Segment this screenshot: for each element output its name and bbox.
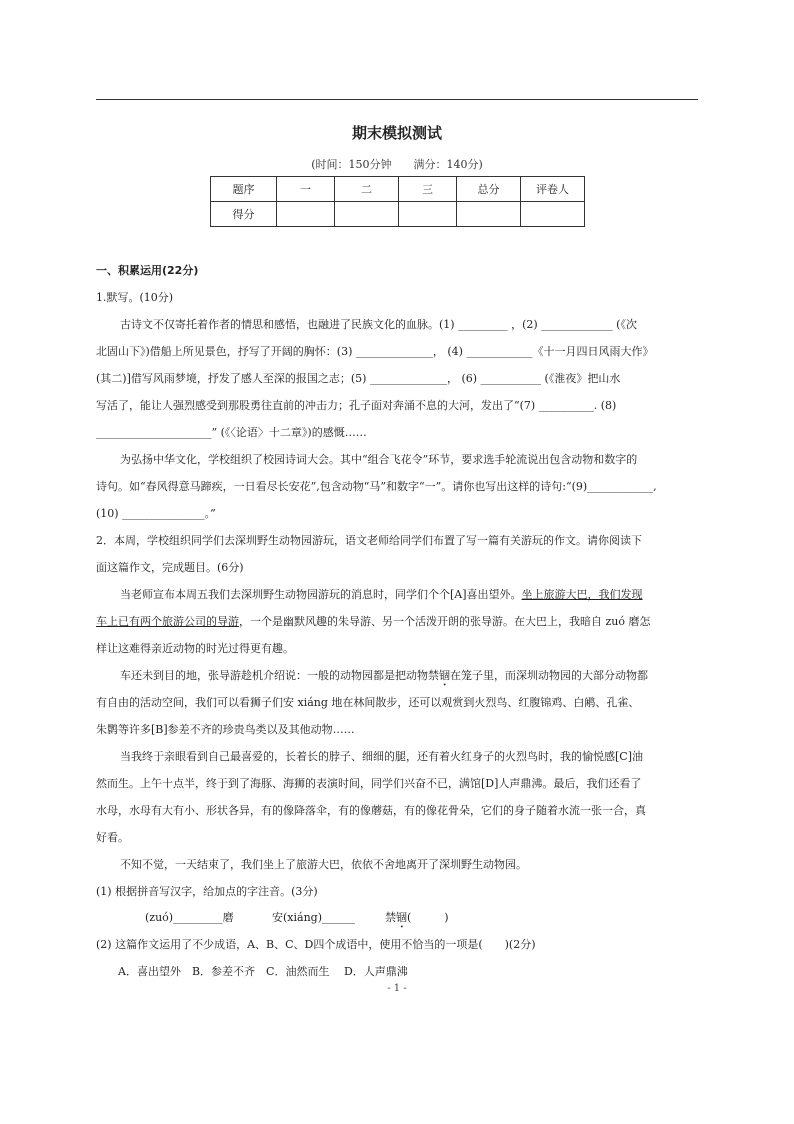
essay-line: 朱鹮等许多[B]参差不齐的珍贵鸟类以及其他动物…… [96, 723, 355, 736]
exam-info: (时间：150分钟 满分：140分) [311, 158, 483, 171]
essay-line: 好看。 [96, 831, 129, 844]
table-cell [399, 202, 457, 227]
underlined-sentence: 坐上旅游大巴，我们发现 [521, 588, 643, 601]
table-cell: 二 [335, 177, 399, 202]
paragraph-line: _____________________” (《〈论语〉十二章》)的感慨…… [96, 426, 367, 439]
score-table-header-row [211, 177, 585, 202]
table-cell [457, 202, 521, 227]
paragraph-line: (10) _______________。” [96, 507, 216, 520]
essay-line: 有自由的活动空间，我们可以看狮子们安 xiáng 地在林间散步，还可以观赏到火烈鸟、红腹锦鸡、白鹇、孔雀、 [96, 696, 640, 709]
item-text: ( ) [407, 911, 449, 924]
table-cell: 三 [399, 177, 457, 202]
question-1-label: 1.默写。(10分) [96, 291, 174, 304]
paragraph-line: (其二)]借写风雨梦境，抒发了感人至深的报国之志；(5) ______________， (6) ___________ (《淮夜》把山水 [96, 372, 621, 385]
essay-line: 然而生。上午十点半，终于到了海豚、海狮的表演时间，同学们兴奋不已，满馆[D]人声鼎沸。最后，我们还看了 [96, 777, 642, 790]
sub-question-2: (2) 这篇作文运用了不少成语，A、B、C、D四个成语中，使用不恰当的一项是( )(2分) [96, 938, 536, 951]
essay-text: ，一个是幽默风趣的朱导游、另一个活泼开朗的张导游。在大巴上，我暗自 zuó 磨怎 [239, 615, 651, 628]
pinyin-item-c [385, 911, 449, 931]
essay-text: 在笼子里，而深圳动物园的大部分动物都 [450, 669, 648, 682]
table-cell: 总分 [457, 177, 521, 202]
item-text: 禁 [385, 911, 396, 924]
pinyin-item-a: (zuó)_________磨 [145, 911, 234, 924]
page-title: 期末模拟测试 [351, 124, 442, 142]
essay-line [120, 669, 648, 689]
page-number: - 1 - [387, 983, 407, 994]
table-cell [521, 202, 585, 227]
essay-line [96, 615, 651, 629]
sub-question-1: (1) 根据拼音写汉字，给加点的字注音。(3分) [96, 885, 318, 898]
essay-line: 不知不觉，一天结束了，我们坐上了旅游大巴，依依不舍地离开了深圳野生动物园。 [120, 858, 527, 871]
essay-text: 当老师宣布本周五我们去深圳野生动物园游玩的消息时，同学们个个[A]喜出望外。 [120, 588, 522, 601]
table-cell: 得分 [211, 202, 277, 227]
table-cell: 一 [277, 177, 335, 202]
paragraph-line: 诗句。如“春风得意马蹄疾，一日看尽长安花”,包含动物“马”和数字“一”。请你也写出这样的诗句:“(9)____________, [96, 480, 657, 493]
dotted-character: 锢 [439, 669, 450, 682]
essay-line: 当我终于亲眼看到自己最喜爱的，长着长的脖子、细细的腿，还有着火红身子的火烈鸟时，我的愉悦感[C]油 [120, 750, 643, 763]
paragraph-line: 为弘扬中华文化，学校组织了校园诗词大会。其中“组合飞花令”环节，要求选手轮流说出包含动物和数字的 [120, 453, 638, 466]
paragraph-line: 写活了，能让人强烈感受到那股勇往直前的冲击力；孔子面对奔涌不息的大河，发出了“(7) __________. (8) [96, 399, 617, 412]
table-cell: 评卷人 [521, 177, 585, 202]
essay-text: 车还未到目的地，张导游趁机介绍说：一般的动物园都是把动物禁 [120, 669, 439, 682]
essay-line: 样让这难得亲近动物的时光过得更有趣。 [96, 642, 294, 655]
top-rule [96, 99, 698, 100]
paragraph-line: 北固山下》)借船上所见景色，抒写了开阔的胸怀：(3) ______________， (4) ____________《十一月四日风雨大作》 [96, 345, 654, 358]
underlined-sentence: 车上已有两个旅游公司的导游 [96, 615, 239, 628]
table-cell: 题序 [211, 177, 277, 202]
essay-line [120, 588, 643, 602]
pinyin-item-b: 安(xiáng)______ [272, 911, 355, 924]
dotted-character: 锢 [396, 911, 407, 924]
section-heading: 一、积累运用(22分) [96, 264, 199, 277]
score-table-score-row [211, 202, 585, 227]
score-table [210, 176, 585, 227]
table-cell [277, 202, 335, 227]
table-cell [335, 202, 399, 227]
question-2-intro: 2．本周，学校组织同学们去深圳野生动物园游玩，语文老师给同学们布置了写一篇有关游玩的作文。请你阅读下 [96, 534, 642, 547]
question-2-intro: 面这篇作文，完成题目。(6分) [96, 561, 244, 574]
paragraph-line: 古诗文不仅寄托着作者的情思和感悟，也融进了民族文化的血脉。(1) _________ ，(2) _____________ (《次 [120, 318, 637, 331]
answer-options: A．喜出望外 B．参差不齐 C．油然而生 D．人声鼎沸 [118, 965, 408, 978]
essay-line: 水母，水母有大有小、形状各异，有的像降落伞，有的像蘑菇，有的像花骨朵，它们的身子随着水流一张一合，真 [96, 804, 646, 817]
